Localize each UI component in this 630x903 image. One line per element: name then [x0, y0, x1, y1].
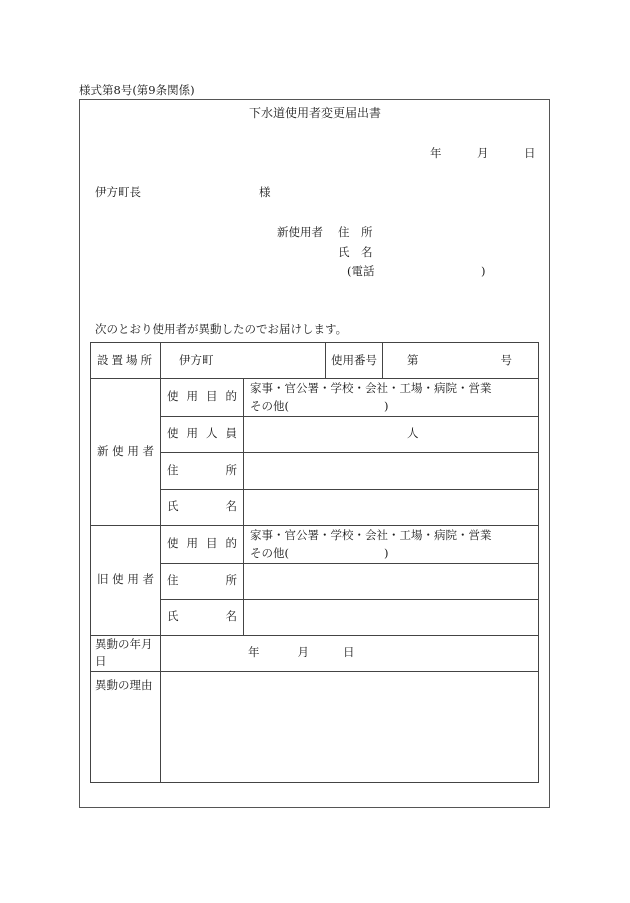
staff-unit: 人: [407, 426, 419, 441]
old-purpose-value: [244, 525, 539, 563]
new-purpose-value: [244, 379, 539, 417]
change-form-table: [90, 342, 539, 783]
new-user-heading: 新使用者: [277, 225, 323, 239]
location-label: 設 置 場 所: [91, 343, 161, 379]
new-name-label: 氏 名: [161, 489, 244, 525]
old-name-label: 氏 名: [161, 599, 244, 635]
new-address-value: [244, 452, 539, 489]
change-date-row: [91, 635, 539, 672]
applicant-name-label: 氏 名: [338, 245, 373, 259]
applicant-phone-open: (電話: [347, 264, 375, 278]
reason-row: [91, 672, 539, 783]
old-name-value: [244, 599, 539, 635]
old-address-label: 住 所: [161, 563, 244, 599]
old-purpose-other: その他( ): [250, 546, 389, 561]
old-purpose-label: 使 用 目 的: [161, 525, 244, 563]
old-purpose-row: [91, 525, 539, 563]
new-purpose-options: 家事・官公署・学校・会社・工場・病院・営業: [250, 381, 492, 395]
form-label: 様式第8号(第9条関係): [79, 83, 195, 97]
usage-number-label: 使用番号: [326, 343, 383, 379]
addressee-honorific: 様: [259, 185, 271, 199]
new-staff-label: 使 用 人 員: [161, 416, 244, 452]
form-title: 下水道使用者変更届出書: [248, 106, 381, 120]
new-purpose-row: [91, 379, 539, 417]
applicant-phone-close: ): [481, 264, 486, 278]
change-date-day: 日: [343, 645, 355, 660]
new-staff-value: [244, 416, 539, 452]
usage-number-prefix: 第: [407, 352, 419, 367]
new-purpose-other: その他( ): [250, 399, 389, 414]
addressee-name: 伊方町長: [95, 185, 141, 199]
change-date-label: 異動の年月日: [91, 635, 161, 672]
date-month-label: 月: [477, 146, 489, 160]
date-year-label: 年: [430, 146, 442, 160]
location-value: 伊方町: [161, 343, 326, 379]
change-date-value: [161, 635, 539, 672]
date-day-label: 日: [524, 146, 536, 160]
new-user-label: 新 使 用 者: [91, 379, 161, 526]
usage-number-field: [383, 343, 539, 379]
reason-label: 異動の理由: [91, 672, 161, 783]
change-date-month: 月: [297, 645, 309, 660]
applicant-address-label: 住 所: [338, 225, 373, 239]
change-date-year: 年: [248, 645, 260, 660]
reason-value: [161, 672, 539, 783]
new-name-value: [244, 489, 539, 525]
old-purpose-options: 家事・官公署・学校・会社・工場・病院・営業: [250, 527, 492, 542]
new-purpose-label: 使 用 目 的: [161, 379, 244, 417]
intro-text: 次のとおり使用者が異動したのでお届けします。: [95, 322, 348, 336]
new-address-label: 住 所: [161, 452, 244, 489]
usage-number-suffix: 号: [500, 352, 512, 367]
old-user-label: 旧 使 用 者: [91, 525, 161, 635]
old-address-value: [244, 563, 539, 599]
location-row: [91, 343, 539, 379]
